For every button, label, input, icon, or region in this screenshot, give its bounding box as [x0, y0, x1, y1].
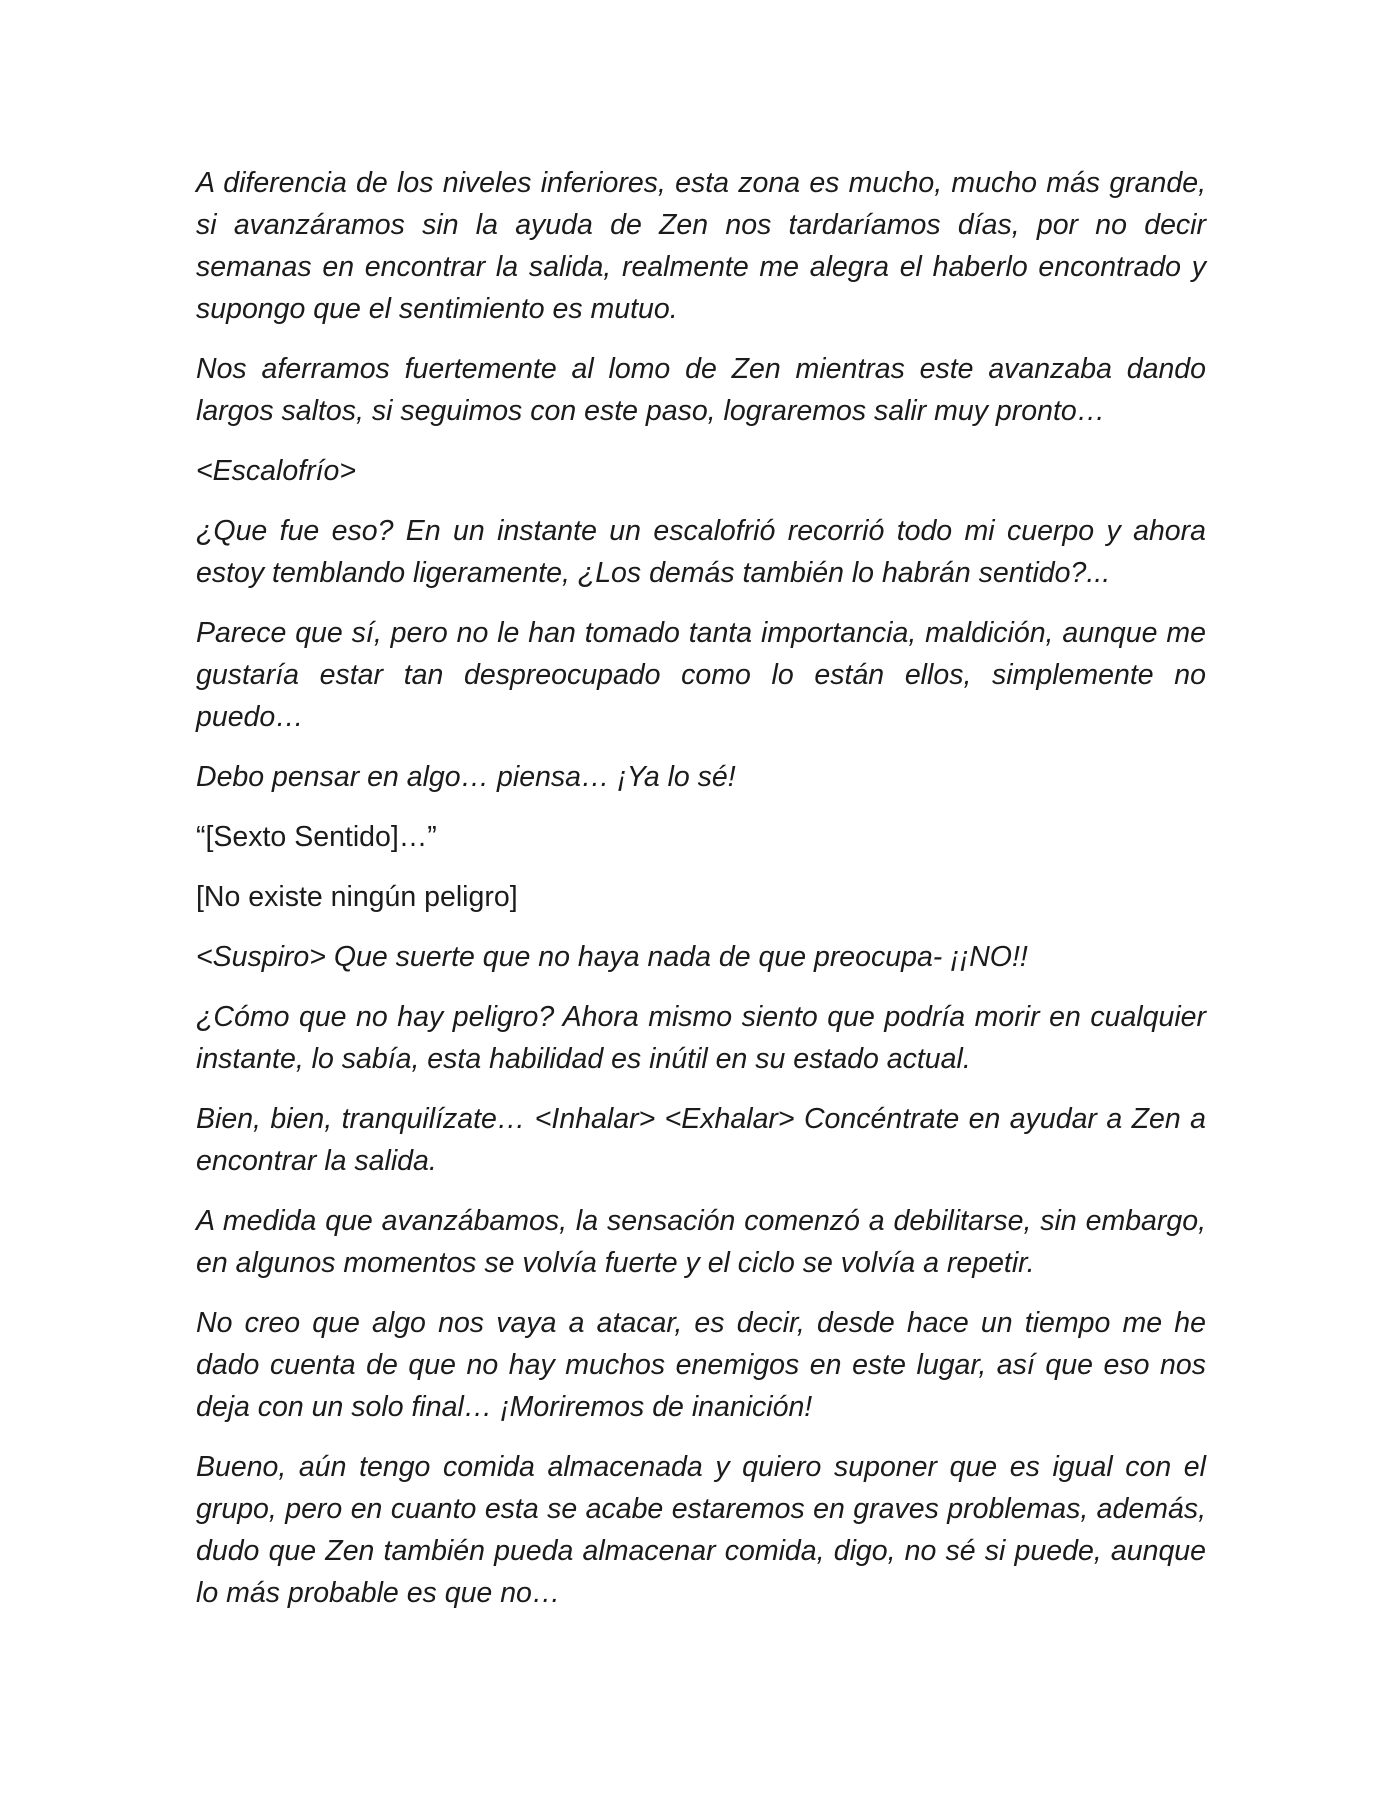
paragraph: <Escalofrío>	[196, 455, 357, 487]
paragraph: Nos aferramos fuertemente al lomo de Zen mientras este avanzaba dando largos saltos, si seguimos con este paso, lograremos salir muy pronto…	[196, 353, 1206, 427]
paragraph: ¿Que fue eso? En un instante un escalofrió recorrió todo mi cuerpo y ahora estoy temblando ligeramente, ¿Los demás también lo habrán sentido?...	[196, 515, 1206, 589]
paragraph: Bueno, aún tengo comida almacenada y quiero suponer que es igual con el grupo, pero en cuanto esta se acabe estaremos en graves problemas, además, dudo que Zen también pueda almacenar comida, digo, no sé si puede, aunque lo más probable es que no…	[196, 1451, 1206, 1609]
document-body	[196, 162, 1206, 1632]
paragraph: A diferencia de los niveles inferiores, esta zona es mucho, mucho más grande, si avanzáramos sin la ayuda de Zen nos tardaríamos días, por no decir semanas en encontrar la salida, realmente me alegra el haberlo encontrado y supongo que el sentimiento es mutuo.	[196, 167, 1206, 325]
paragraph: No creo que algo nos vaya a atacar, es decir, desde hace un tiempo me he dado cuenta de que no hay muchos enemigos en este lugar, así que eso nos deja con un solo final… ¡Moriremos de inanición!	[196, 1307, 1206, 1423]
paragraph: Parece que sí, pero no le han tomado tanta importancia, maldición, aunque me gustaría estar tan despreocupado como lo están ellos, simplemente no puedo…	[196, 617, 1206, 733]
paragraph: Bien, bien, tranquilízate… <Inhalar> <Exhalar> Concéntrate en ayudar a Zen a encontrar la salida.	[196, 1103, 1206, 1177]
paragraph: A medida que avanzábamos, la sensación comenzó a debilitarse, sin embargo, en algunos momentos se volvía fuerte y el ciclo se volvía a repetir.	[196, 1205, 1206, 1279]
paragraph: “[Sexto Sentido]…”	[196, 821, 437, 853]
paragraph: Debo pensar en algo… piensa… ¡Ya lo sé!	[196, 761, 736, 793]
paragraph: ¿Cómo que no hay peligro? Ahora mismo siento que podría morir en cualquier instante, lo sabía, esta habilidad es inútil en su estado actual.	[196, 1001, 1206, 1075]
paragraph: [No existe ningún peligro]	[196, 881, 518, 913]
paragraph: <Suspiro> Que suerte que no haya nada de que preocupa- ¡¡NO!!	[196, 941, 1028, 973]
